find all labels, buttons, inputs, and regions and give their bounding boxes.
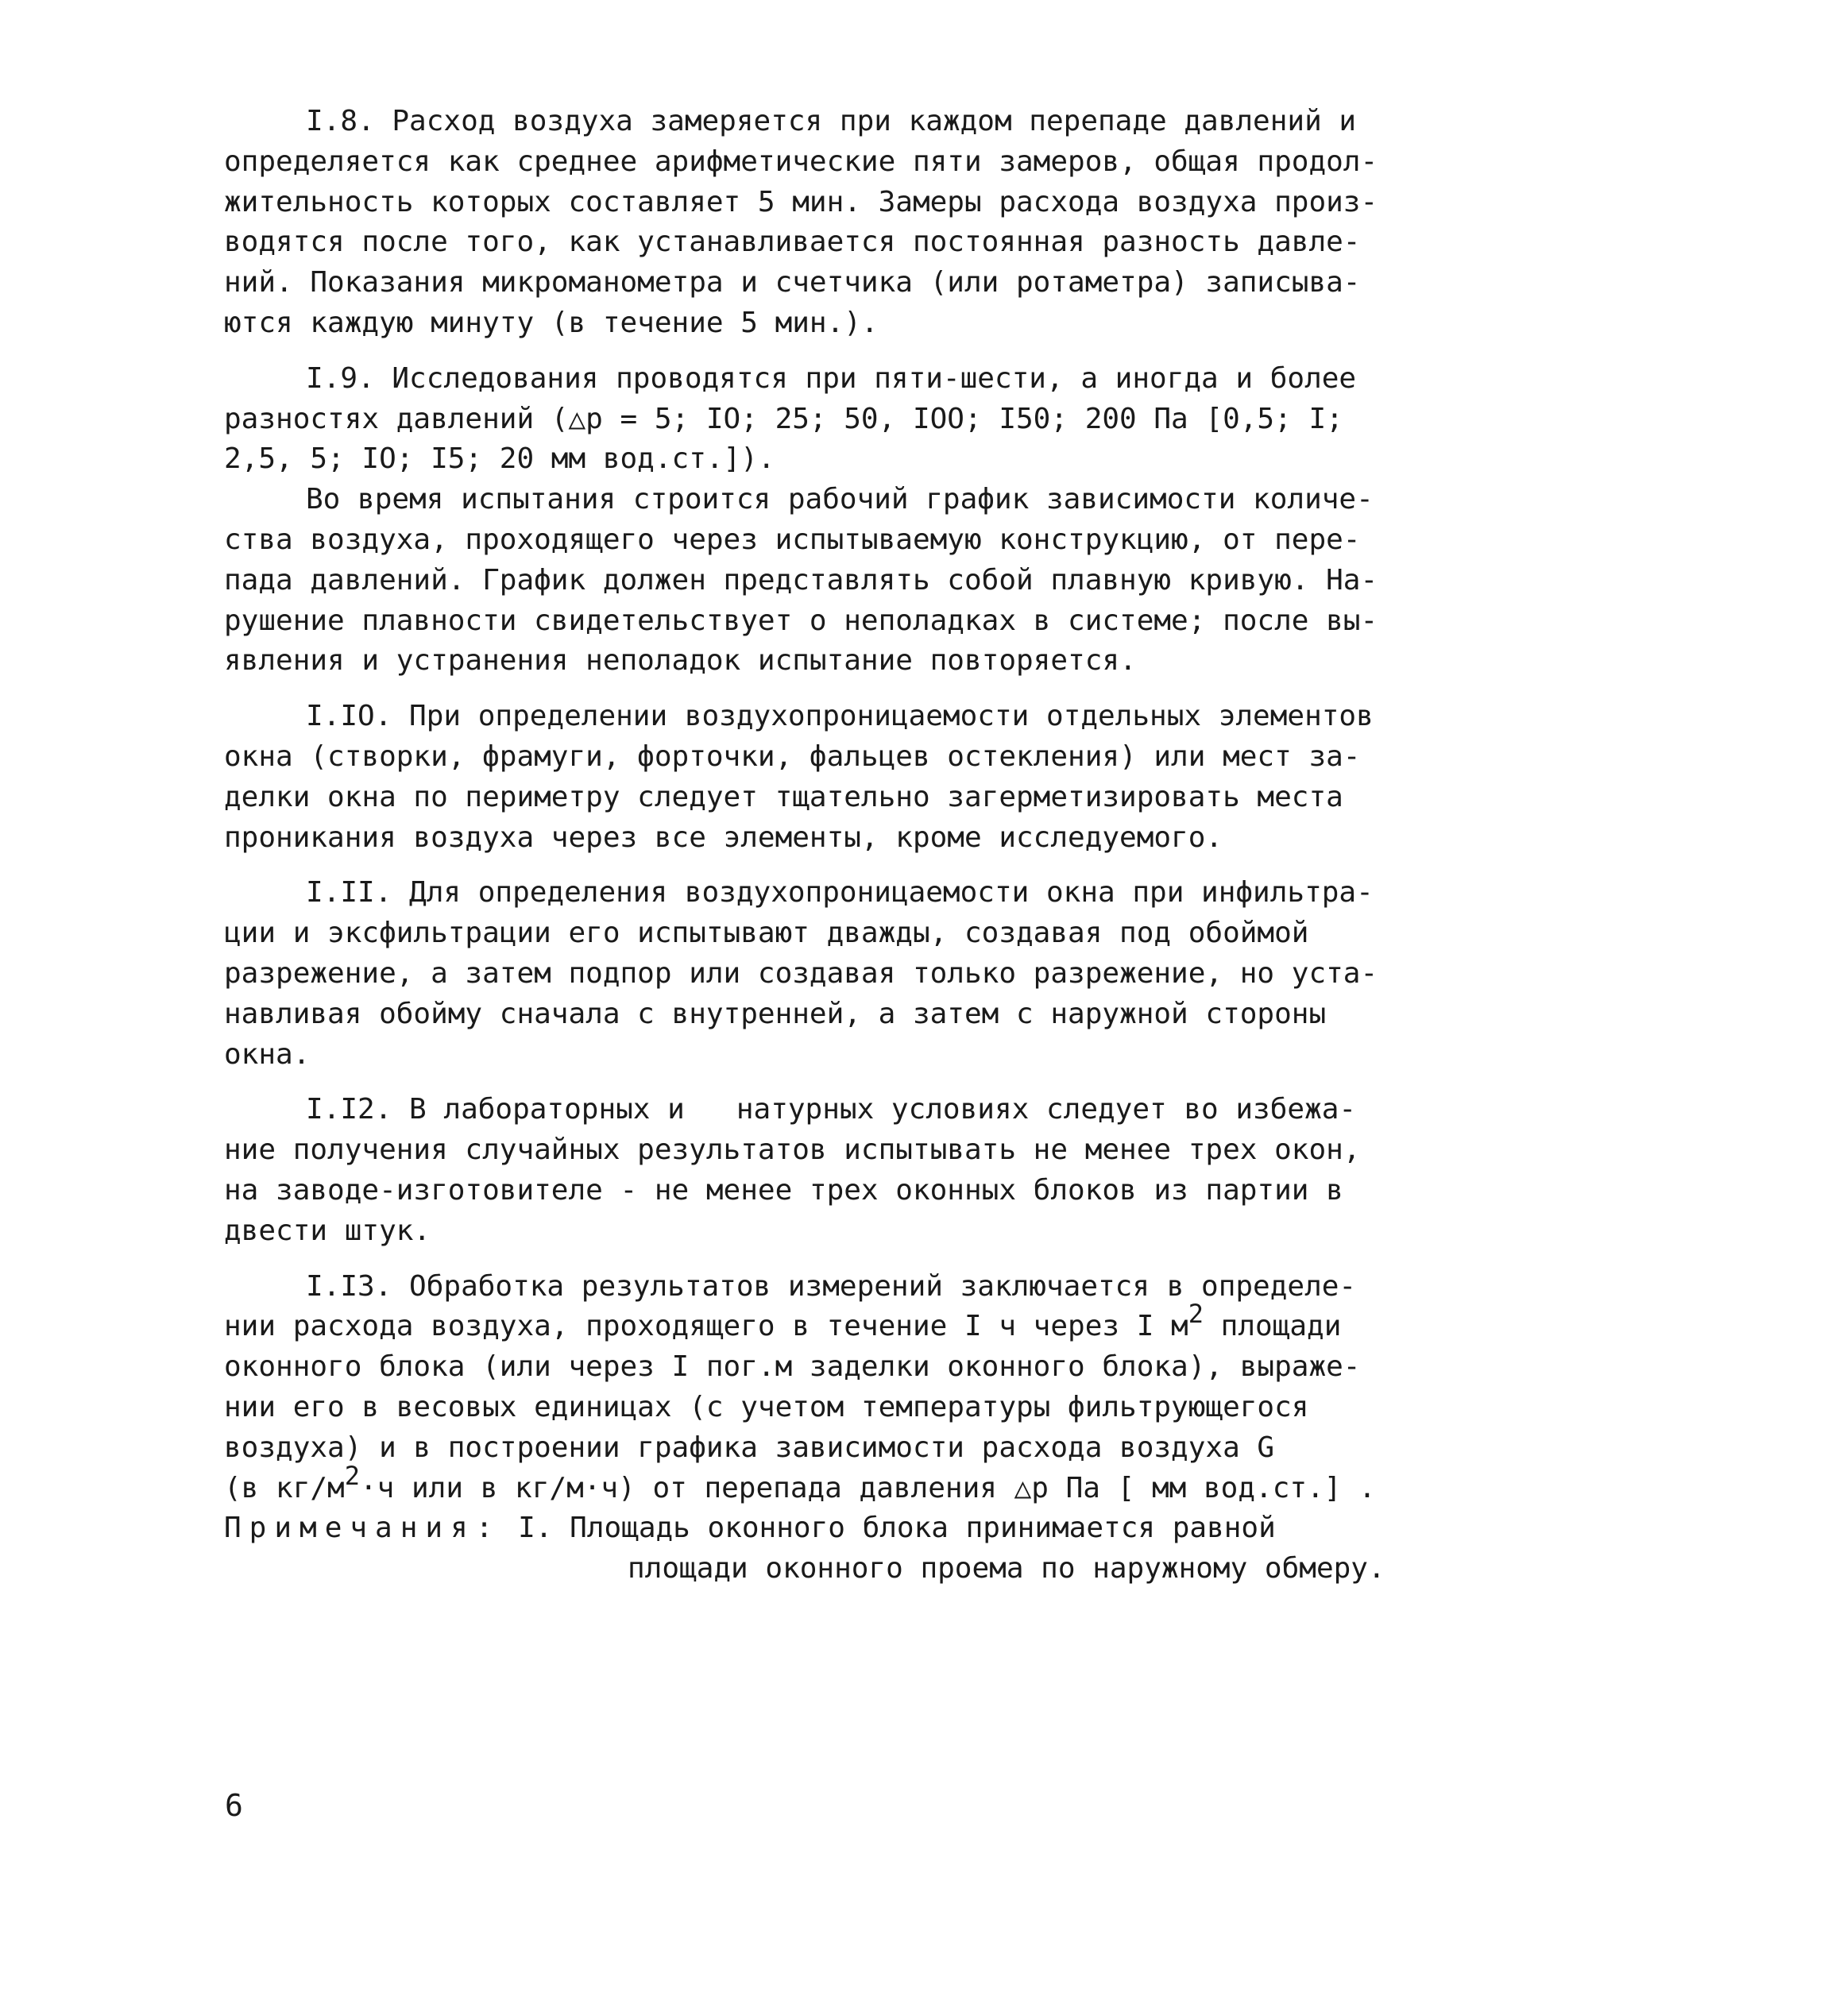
note-line [224, 1508, 1384, 1549]
text-line: навливая обойму сначала с внутренней, а затем с наружной стороны [224, 997, 1327, 1030]
document-body [224, 102, 1384, 1589]
text-fragment: нии расхода воздуха, проходящего в течение I ч через I м [224, 1310, 1188, 1343]
text-line: ции и эксфильтрации его испытывают дважды, создавая под обоймой [224, 917, 1309, 950]
text-line: пада давлений. График должен представлять собой плавную кривую. На- [224, 563, 1378, 597]
text-line: I.I2. В лабораторных и натурных условиях следует во избежа- [306, 1093, 1357, 1126]
text-line: I.IO. При определении воздухопроницаемости отдельных элементов [306, 700, 1374, 733]
text-line: рушение плавности свидетельствует о неполадках в системе; после вы- [224, 604, 1378, 637]
text-line: разностях давлений (△p = 5; IO; 25; 50, IOO; I50; 200 Па [0,5; I; [224, 402, 1343, 435]
text-line: воздуха) и в построении графика зависимости расхода воздуха G [224, 1431, 1275, 1464]
text-line: окна (створки, фрамуги, форточки, фальцев остекления) или мест за- [224, 740, 1361, 773]
note-line: площади оконного проема по наружному обмеру. [628, 1552, 1385, 1585]
note-text: I. Площадь оконного блока принимается равной [518, 1512, 1276, 1545]
text-line: ются каждую минуту (в течение 5 мин.). [224, 306, 879, 339]
text-fragment: площади [1204, 1310, 1342, 1343]
text-line: водятся после того, как устанавливается постоянная разность давле- [224, 226, 1361, 259]
superscript: 2 [1188, 1299, 1204, 1330]
text-line: нии его в весовых единицах (с учетом температуры фильтрующегося [224, 1390, 1309, 1423]
paragraph-1-9 [224, 359, 1384, 480]
text-fragment: ·ч или в кг/м·ч) от перепада давления △p Па [ мм вод.ст.] . [359, 1471, 1376, 1504]
note [224, 1508, 1384, 1589]
text-line [224, 1299, 1384, 1347]
text-line: проникания воздуха через все элементы, кроме исследуемого. [224, 821, 1223, 854]
text-line: разрежение, а затем подпор или создавая только разрежение, но уста- [224, 956, 1378, 990]
text-line: ний. Показания микроманометра и счетчика (или ротаметра) записыва- [224, 266, 1361, 299]
superscript: 2 [344, 1460, 360, 1491]
text-fragment: (в кг/м [224, 1471, 345, 1504]
text-line: I.9. Исследования проводятся при пяти-шести, а иногда и более [306, 361, 1357, 395]
text-line: на заводе-изготовителе - не менее трех оконных блоков из партии в [224, 1173, 1343, 1207]
text-line: жительность которых составляет 5 мин. Замеры расхода воздуха произ- [224, 185, 1378, 218]
paragraph-1-12 [224, 1090, 1384, 1251]
paragraph-1-11 [224, 873, 1384, 1075]
text-line: ние получения случайных результатов испытывать не менее трех окон, [224, 1134, 1361, 1167]
paragraph-1-9-continuation [224, 480, 1384, 682]
text-line: 2,5, 5; IO; I5; 20 мм вод.ст.]). [224, 442, 775, 476]
page-number: 6 [225, 1788, 243, 1823]
note-label: Примечания: [224, 1512, 501, 1545]
paragraph-1-8 [224, 102, 1384, 344]
text-line: I.I3. Обработка результатов измерений заключается в определе- [306, 1269, 1357, 1303]
text-line: окна. [224, 1037, 311, 1071]
text-line: оконного блока (или через I пог.м заделки оконного блока), выраже- [224, 1350, 1361, 1384]
text-line: делки окна по периметру следует тщательно загерметизировать места [224, 780, 1343, 813]
paragraph-1-10 [224, 697, 1384, 858]
text-line: явления и устранения неполадок испытание повторяется. [224, 644, 1137, 678]
text-line: Во время испытания строится рабочий график зависимости количе- [306, 483, 1374, 516]
text-line: I.8. Расход воздуха замеряется при каждом перепаде давлений и [306, 105, 1357, 137]
text-line [224, 1460, 1384, 1509]
text-line: определяется как среднее арифметические пяти замеров, общая продол- [224, 145, 1378, 178]
text-line: I.II. Для определения воздухопроницаемости окна при инфильтра- [306, 876, 1374, 910]
text-line: двести штук. [224, 1214, 431, 1247]
text-line: ства воздуха, проходящего через испытываемую конструкцию, от пере- [224, 523, 1361, 556]
paragraph-1-13 [224, 1267, 1384, 1509]
